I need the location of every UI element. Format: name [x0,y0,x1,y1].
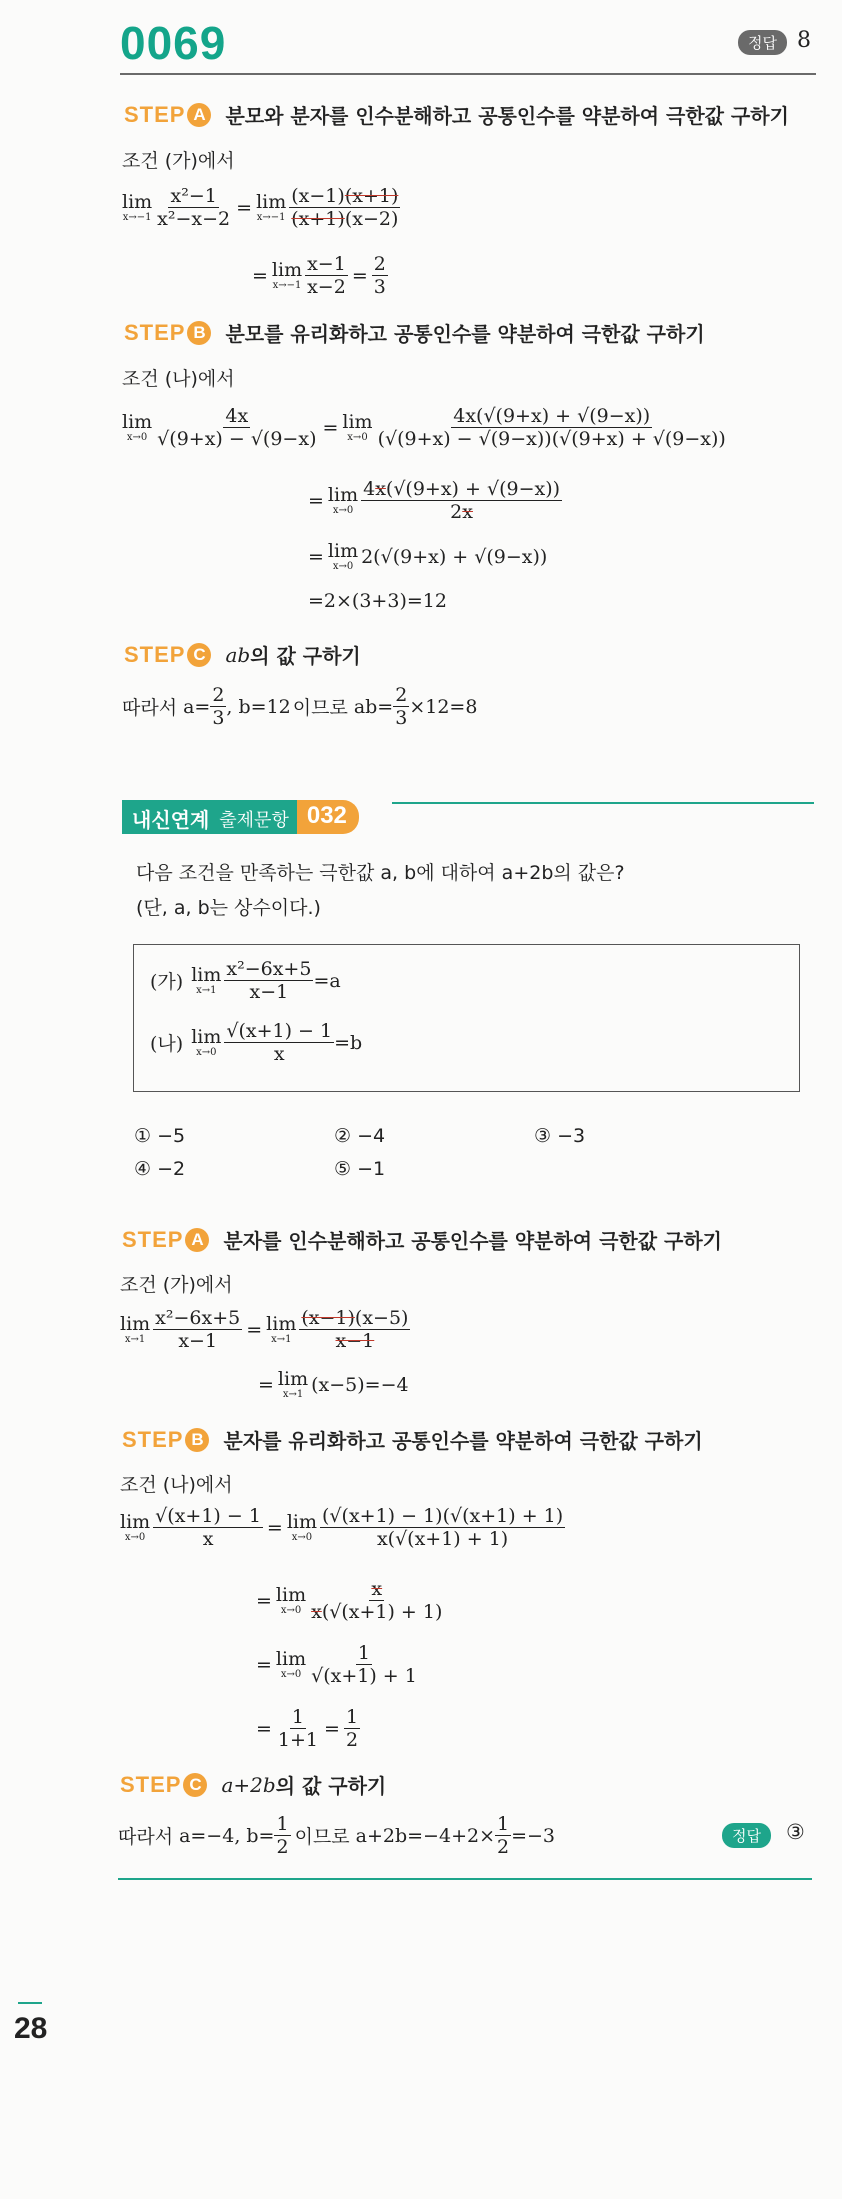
therefore-text: 따라서 [118,1826,174,1848]
sol-step-a-heading [122,1225,722,1254]
final-answer-badge: 정답 [722,1823,771,1848]
sol-a-line1: lim x→1 $\frac{\text{x²−6x+5}}{x-1}$ = lim x→1 $\frac{(x-1)(x-5)}{x-1}$ [120,1307,409,1352]
page-number: 28 [14,2012,48,2045]
sol-b-line2: = lim x→0 $\frac{x}{x(√(x+1) + 1)}$ [256,1578,443,1623]
naesin-tag [122,800,359,834]
answer-value: 8 [797,28,811,53]
step-letter-icon: A [187,103,211,127]
step-title-math: ab [225,642,251,667]
choice-5[interactable]: ⑤ −1 [334,1158,386,1180]
equation-a-line2: = lim x→−1 $\frac{x-1}{x-2}$ = $\frac{2}{3}$ [252,253,386,298]
step-label: STEP [124,641,186,667]
step-title: 의 값 구하기 [275,1774,387,1798]
sol-a-line2: = lim x→1 (x−5)=−4 [258,1368,409,1400]
answer-badge: 정답 [738,30,787,55]
condition-label: 조건 (나)에서 [122,368,235,390]
equation-b-line4: =2×(3+3)=12 [308,590,447,612]
page-edge-mark [18,2002,42,2004]
condition-label: 조건 (나)에서 [120,1474,233,1496]
step-letter-icon: A [185,1228,209,1252]
problem-number: 0069 [120,17,227,69]
equation-a-line1: lim x→−1 $\frac{\text{x²−1}}{\text{x²−x−2}}$ = lim x→−1 $\frac{(x-1)(x+1)}{(x+1)(x-2)}$ [122,185,399,230]
choice-2[interactable]: ② −4 [334,1125,386,1147]
sol-b-line3: = lim x→0 $\frac{1}{√(x+1) + 1}$ [256,1642,417,1687]
condition-label: 조건 (가)에서 [122,150,235,172]
step-title: 분모를 유리화하고 공통인수를 약분하여 극한값 구하기 [225,322,705,346]
tag-title: 내신연계 [122,800,215,834]
header-divider [120,73,816,75]
step-a-heading [124,100,789,129]
equation-b-line2: = lim x→0 $\frac{4x(√(9+x) + √(9-x))}{2x}$ [308,478,561,523]
final-answer-value: ③ [786,1820,805,1844]
step-title: 분자를 유리화하고 공통인수를 약분하여 극한값 구하기 [223,1429,703,1453]
condition-ga: (가) lim x→1 $\frac{\text{x²−6x+5}}{x-1}$ =a [150,958,341,1003]
step-b-heading [124,318,705,347]
condition-na: (나) lim x→0 $\frac{√(x+1) - 1}{x}$ =b [150,1020,363,1065]
since-text: 이므로 [292,697,348,719]
step-label: STEP [120,1771,182,1797]
step-title: 의 값 구하기 [250,644,361,668]
question-line2: (단, a, b는 상수이다.) [136,897,321,919]
step-label: STEP [124,319,186,345]
step-letter-icon: B [187,321,211,345]
step-label: STEP [122,1426,184,1452]
sol-b-line4: = $\frac{1}{1+1}$ = $\frac{1}{2}$ [256,1706,359,1751]
step-label: STEP [122,1226,184,1252]
equation-b-line1: lim x→0 $\frac{4x}{√(9+x) - √(9-x)}$ = lim x→0 $\frac{4x(√(9+x) + √(9-x))}{(√(9+x) - √(9-x))(√(9+x) + √(9-x))}$ [122,405,726,450]
conclusion-c: 따라서 a= $\frac{2}{3}$ , b=12 이므로 ab= $\frac{2}{3}$ ×12=8 [122,684,478,729]
tag-number: 032 [297,800,359,834]
bottom-divider [118,1878,812,1880]
tag-subtitle: 출제문항 [215,800,297,834]
step-title: 분자를 인수분해하고 공통인수를 약분하여 극한값 구하기 [223,1229,722,1253]
step-letter-icon: B [185,1428,209,1452]
since-text: 이므로 [294,1826,350,1848]
step-label: STEP [124,101,186,127]
condition-label: 조건 (가)에서 [120,1274,233,1296]
conclusion-sol-c: 따라서 a=−4, b= $\frac{1}{2}$ 이므로 a+2b=−4+2× $\frac{1}{2}$ =−3 [118,1813,556,1858]
sol-step-c-heading [120,1770,386,1799]
step-title-math: a+2b [221,1772,276,1797]
cond-label: (가) [150,971,184,993]
choice-3[interactable]: ③ −3 [534,1125,586,1147]
question-line1: 다음 조건을 만족하는 극한값 a, b에 대하여 a+2b의 값은? [136,862,625,884]
equation-b-line3: = lim x→0 2(√(9+x) + √(9−x)) [308,540,548,572]
sol-b-line1: lim x→0 $\frac{√(x+1) - 1}{x}$ = lim x→0 $\frac{(√(x+1) - 1)(√(x+1) + 1)}{x(√(x+1) + 1)}$ [120,1505,564,1550]
step-title: 분모와 분자를 인수분해하고 공통인수를 약분하여 극한값 구하기 [225,104,789,128]
step-letter-icon: C [183,1773,207,1797]
choice-1[interactable]: ① −5 [134,1125,186,1147]
cond-label: (나) [150,1033,184,1055]
naesin-divider [392,802,814,804]
step-c-heading [124,640,361,669]
step-letter-icon: C [187,643,211,667]
therefore-text: 따라서 [122,697,178,719]
choice-4[interactable]: ④ −2 [134,1158,186,1180]
sol-step-b-heading [122,1425,703,1454]
